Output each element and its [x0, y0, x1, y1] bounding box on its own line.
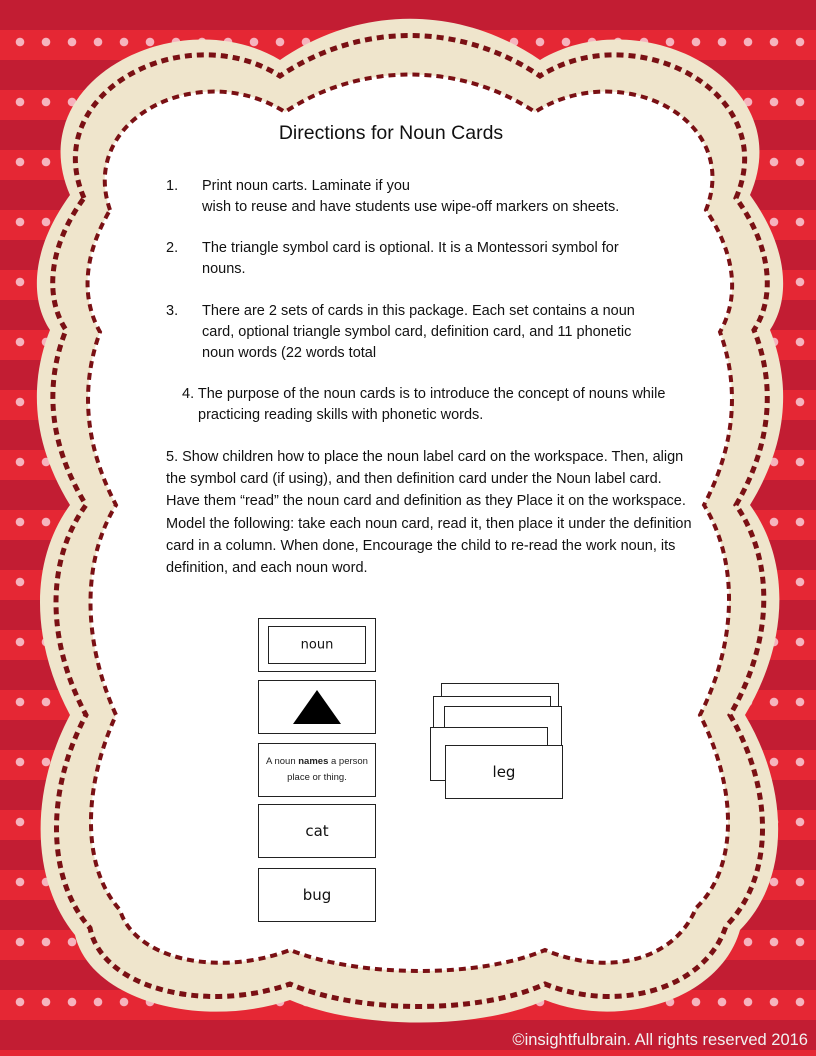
- stacked-word-card-leg-text: leg: [492, 763, 516, 781]
- noun-label-card: [258, 618, 376, 672]
- page-title: Directions for Noun Cards: [278, 122, 504, 144]
- copyright-footer: ©insightfulbrain. All rights reserved 2016: [512, 1031, 808, 1049]
- step-3-number: 3.: [166, 303, 179, 319]
- word-card-bug-text: bug: [302, 886, 332, 904]
- definition-text-end: a person: [331, 756, 368, 767]
- triangle-symbol-card: [258, 680, 376, 734]
- definition-text: [261, 754, 373, 786]
- step-3-line-1: There are 2 sets of cards in this package. Each set contains a noun: [202, 303, 635, 319]
- triangle-icon: [259, 681, 375, 733]
- definition-card: [258, 743, 376, 797]
- step-1-line-2: wish to reuse and have students use wipe-off markers on sheets.: [202, 199, 620, 215]
- step-5: 5. Show children how to place the noun label card on the workspace. Then, align the symbol card (if using), and then definition card under the Noun label card. Have them “read” the noun card and definition as they Place it on the workspace. Model the following: take each noun card, read it, then place it under the definition card in a column. When done, Encourage the child to re-read the work noun, its definition, and each noun word.: [166, 449, 692, 577]
- step-1-line-1: Print noun carts. Laminate if you: [202, 178, 410, 194]
- step-1-number: 1.: [166, 178, 179, 194]
- definition-text-start: A noun: [266, 756, 296, 767]
- step-2-line-1: The triangle symbol card is optional. It is a Montessori symbol for: [202, 240, 619, 256]
- noun-label-text: noun: [300, 637, 334, 653]
- definition-text-line-2: place or thing.: [287, 772, 347, 783]
- step-1: [166, 176, 706, 218]
- word-card-bug: [258, 868, 376, 922]
- step-4: 4. The purpose of the noun cards is to introduce the concept of nouns while practicing reading skills with phonetic words.: [182, 386, 666, 423]
- word-card-cat-text: cat: [305, 822, 329, 840]
- step-3-line-3: noun words (22 words total: [202, 345, 377, 361]
- step-3: [166, 301, 706, 364]
- step-2-number: 2.: [166, 240, 179, 256]
- word-card-cat: [258, 804, 376, 858]
- step-2: [166, 238, 706, 280]
- step-3-line-2: card, optional triangle symbol card, definition card, and 11 phonetic: [202, 324, 632, 340]
- definition-text-bold: names: [298, 756, 329, 767]
- step-2-line-2: nouns.: [202, 261, 246, 277]
- stacked-word-card-leg: [445, 745, 563, 799]
